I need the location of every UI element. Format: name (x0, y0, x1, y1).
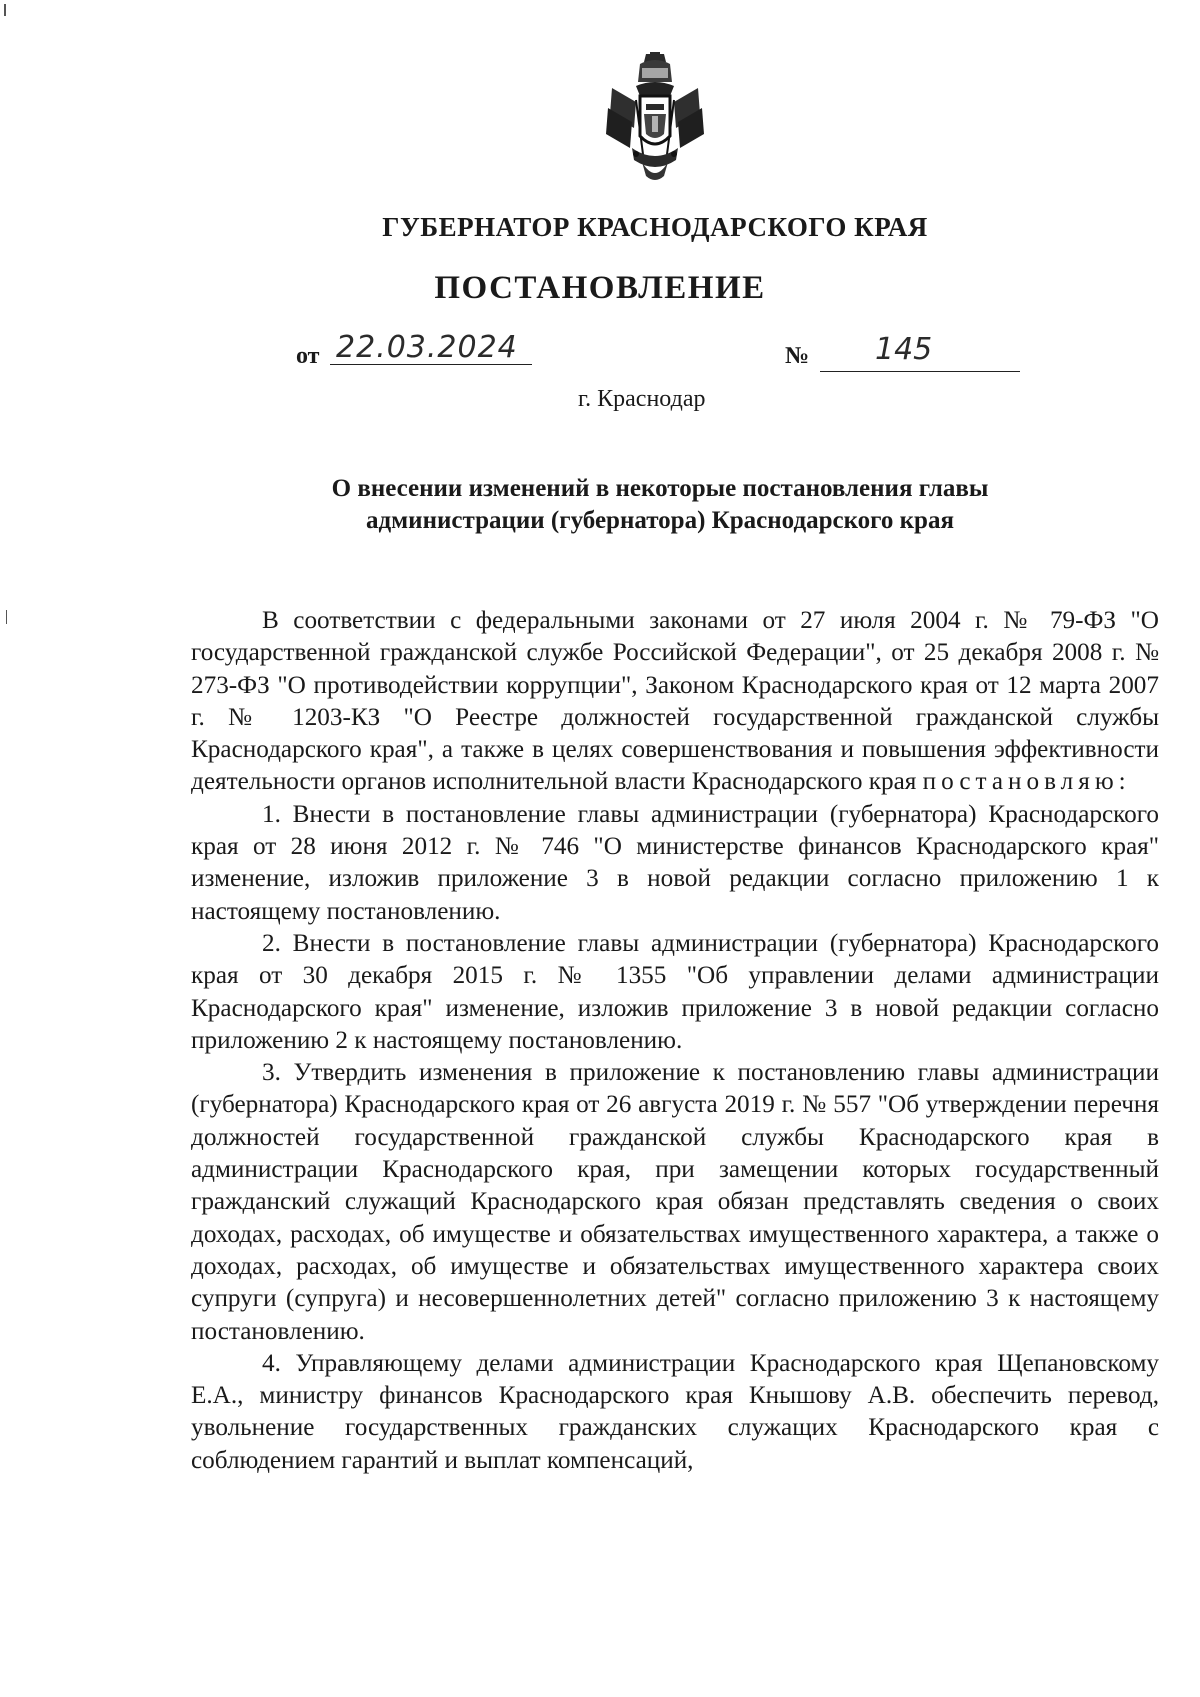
issuing-authority: ГУБЕРНАТОР КРАСНОДАРСКОГО КРАЯ (382, 212, 928, 242)
date-value: 22.03.2024 (336, 330, 518, 365)
scan-artifact (6, 610, 7, 624)
item-1-paragraph: 1. Внести в постановление главы администрации (губернатора) Краснодарского края от 28 июня 2012 г. № 746 "О министерстве финансов Краснодарского края" изменение, изложив приложение 3 в новой редакции согласно приложению 1 к настоящему постановлению. (191, 800, 1159, 925)
preamble-paragraph (191, 605, 1159, 799)
decree-word: постановляю: (922, 768, 1131, 796)
subject-line-1: О внесении изменений в некоторые постановления главы (331, 475, 989, 502)
date-label: от (296, 343, 320, 369)
preamble-text: В соответствии с федеральными законами от 27 июля 2004 г. № 79-ФЗ "О государственной гражданской службе Российской Федерации", от 25 декабря 2008 г. № 273-ФЗ "О противодействии коррупции", Законом Краснодарского края от 12 марта 2007 г. № 1203-КЗ "О Реестре должностей государственной гражданской службы Краснодарского края", а также в целях совершенствования и повышения эффективности деятельности органов исполнительной власти Краснодарского края (191, 607, 1159, 796)
subject-line-2: администрации (губернатора) Краснодарского края (366, 507, 954, 534)
item-2-paragraph: 2. Внести в постановление главы администрации (губернатора) Краснодарского края от 30 декабря 2015 г. № 1355 "Об управлении делами администрации Краснодарского края" изменение, изложив приложение 3 в новой редакции согласно приложению 2 к настоящему постановлению. (191, 929, 1159, 1054)
item-3-paragraph: 3. Утвердить изменения в приложение к постановлению главы администрации (губернатора) Краснодарского края от 26 августа 2019 г. № 557 "Об утверждении перечня должностей государственной гражданской службы Краснодарского края в администрации Краснодарского края, при замещении которых государственный гражданский служащий Краснодарского края обязан представлять сведения о своих доходах, расходах, об имуществе и обязательствах имущественного характера, а также о доходах, расходах, об имуществе и обязательствах имущественного характера своих супруги (супруга) и несовершеннолетних детей" согласно приложению 3 к настоящему постановлению. (191, 1059, 1159, 1345)
coat-of-arms-icon (606, 52, 704, 184)
scan-artifact (4, 4, 6, 16)
city-name: г. Краснодар (578, 386, 706, 412)
number-value: 145 (875, 332, 933, 367)
document-type-title: ПОСТАНОВЛЕНИЕ (434, 270, 766, 306)
number-label: № (785, 343, 810, 369)
document-body (191, 605, 1159, 1477)
item-4-paragraph: 4. Управляющему делами администрации Краснодарского края Щепановскому Е.А., министру финансов Краснодарского края Кнышову А.В. обеспечить перевод, увольнение государственных гражданских служащих Краснодарского края с соблюдением гарантий и выплат компенсаций, (191, 1349, 1159, 1474)
number-underline (820, 370, 1020, 372)
document-subject (250, 473, 1070, 537)
